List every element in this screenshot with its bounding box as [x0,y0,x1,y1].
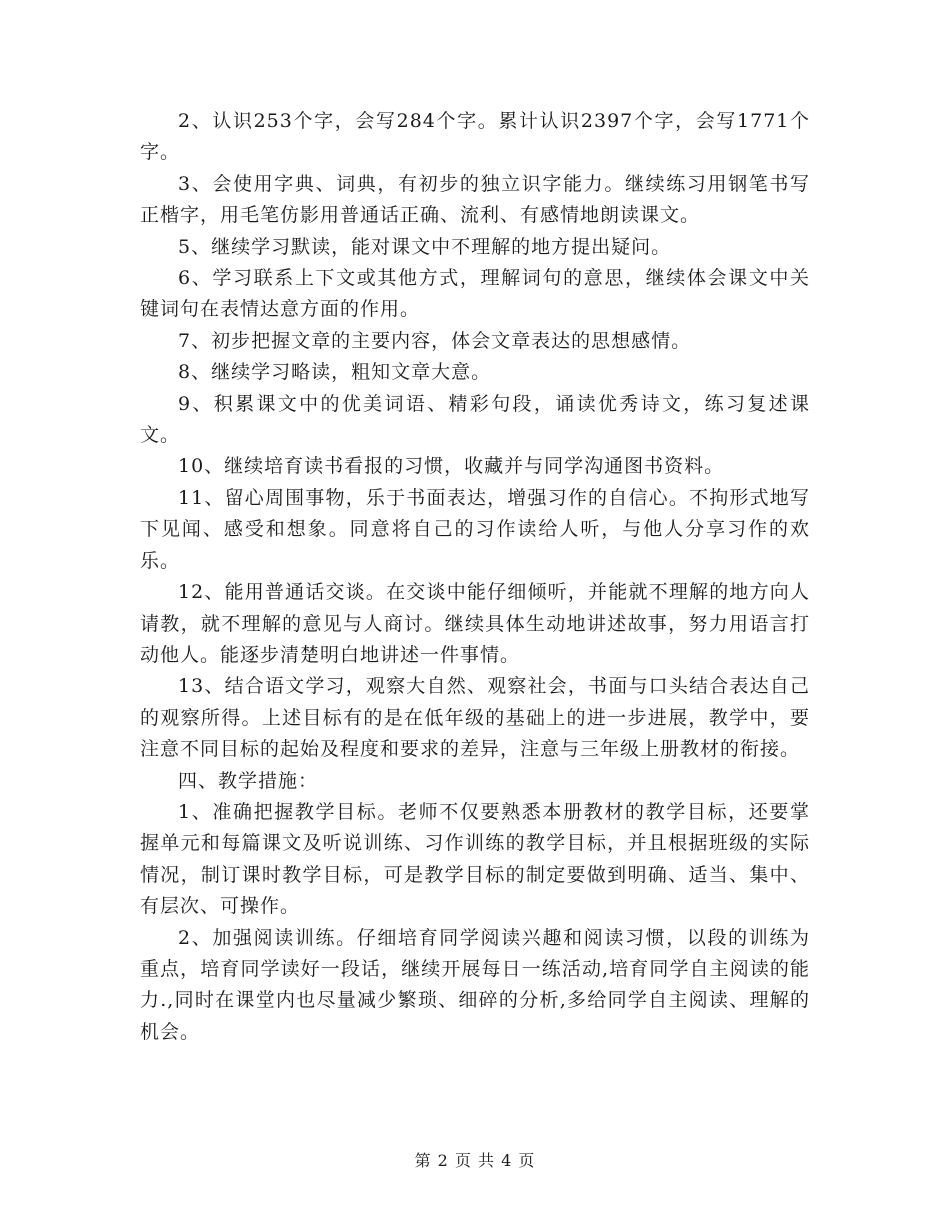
paragraph-item-13: 13、结合语文学习，观察大自然、观察社会，书面与口头结合表达自己的观察所得。上述目标有的是在低年级的基础上的进一步进展，教学中，要注意不同目标的起始及程度和要求的差异，注意与三年级上册教材的衔接。 [140,675,810,761]
page-number-footer: 第 2 页 共 4 页 [414,1151,536,1170]
measure-item-2: 2、加强阅读训练。仔细培育同学阅读兴趣和阅读习惯，以段的训练为重点，培育同学读好一段话，继续开展每日一练活动,培育同学自主阅读的能力.,同时在课堂内也尽量减少繁琐、细碎的分析,多给同学自主阅读、理解的机会。 [140,926,810,1043]
paragraph-item-6: 6、学习联系上下文或其他方式，理解词句的意思，继续体会课文中关键词句在表情达意方面的作用。 [140,267,810,321]
paragraph-item-11: 11、留心周围事物，乐于书面表达，增强习作的自信心。不拘形式地写下见闻、感受和想象。同意将自己的习作读给人听，与他人分享习作的欢乐。 [140,486,810,572]
document-body [140,106,810,1048]
paragraph-item-10: 10、继续培育读书看报的习惯，收藏并与同学沟通图书资料。 [178,455,725,478]
paragraph-item-2: 2、认识253个字，会写284个字。累计认识2397个字，会写1771个字。 [140,110,810,164]
paragraph-item-9: 9、积累课文中的优美词语、精彩句段，诵读优秀诗文，练习复述课文。 [140,392,810,447]
paragraph-item-5: 5、继续学习默读，能对课文中不理解的地方提出疑问。 [178,235,672,258]
paragraph-item-12: 12、能用普通话交谈。在交谈中能仔细倾听，并能就不理解的地方向人请教，就不理解的意见与人商讨。继续具体生动地讲述故事，努力用语言打动他人。能逐步清楚明白地讲述一件事情。 [140,581,810,666]
paragraph-item-3: 3、会使用字典、词典，有初步的独立识字能力。继续练习用钢笔书写正楷字，用毛笔仿影用普通话正确、流利、有感情地朗读课文。 [140,172,810,227]
measure-item-1: 1、准确把握教学目标。老师不仅要熟悉本册教材的教学目标，还要掌握单元和每篇课文及听说训练、习作训练的教学目标，并且根据班级的实际情况，制订课时教学目标，可是教学目标的制定要做到明确、适当、集中、有层次、可操作。 [140,800,810,918]
section-heading-teaching-measures: 四、教学措施： [178,769,319,792]
paragraph-item-7: 7、初步把握文章的主要内容，体会文章表达的思想感情。 [178,329,692,352]
paragraph-item-8: 8、继续学习略读，粗知文章大意。 [178,361,492,384]
